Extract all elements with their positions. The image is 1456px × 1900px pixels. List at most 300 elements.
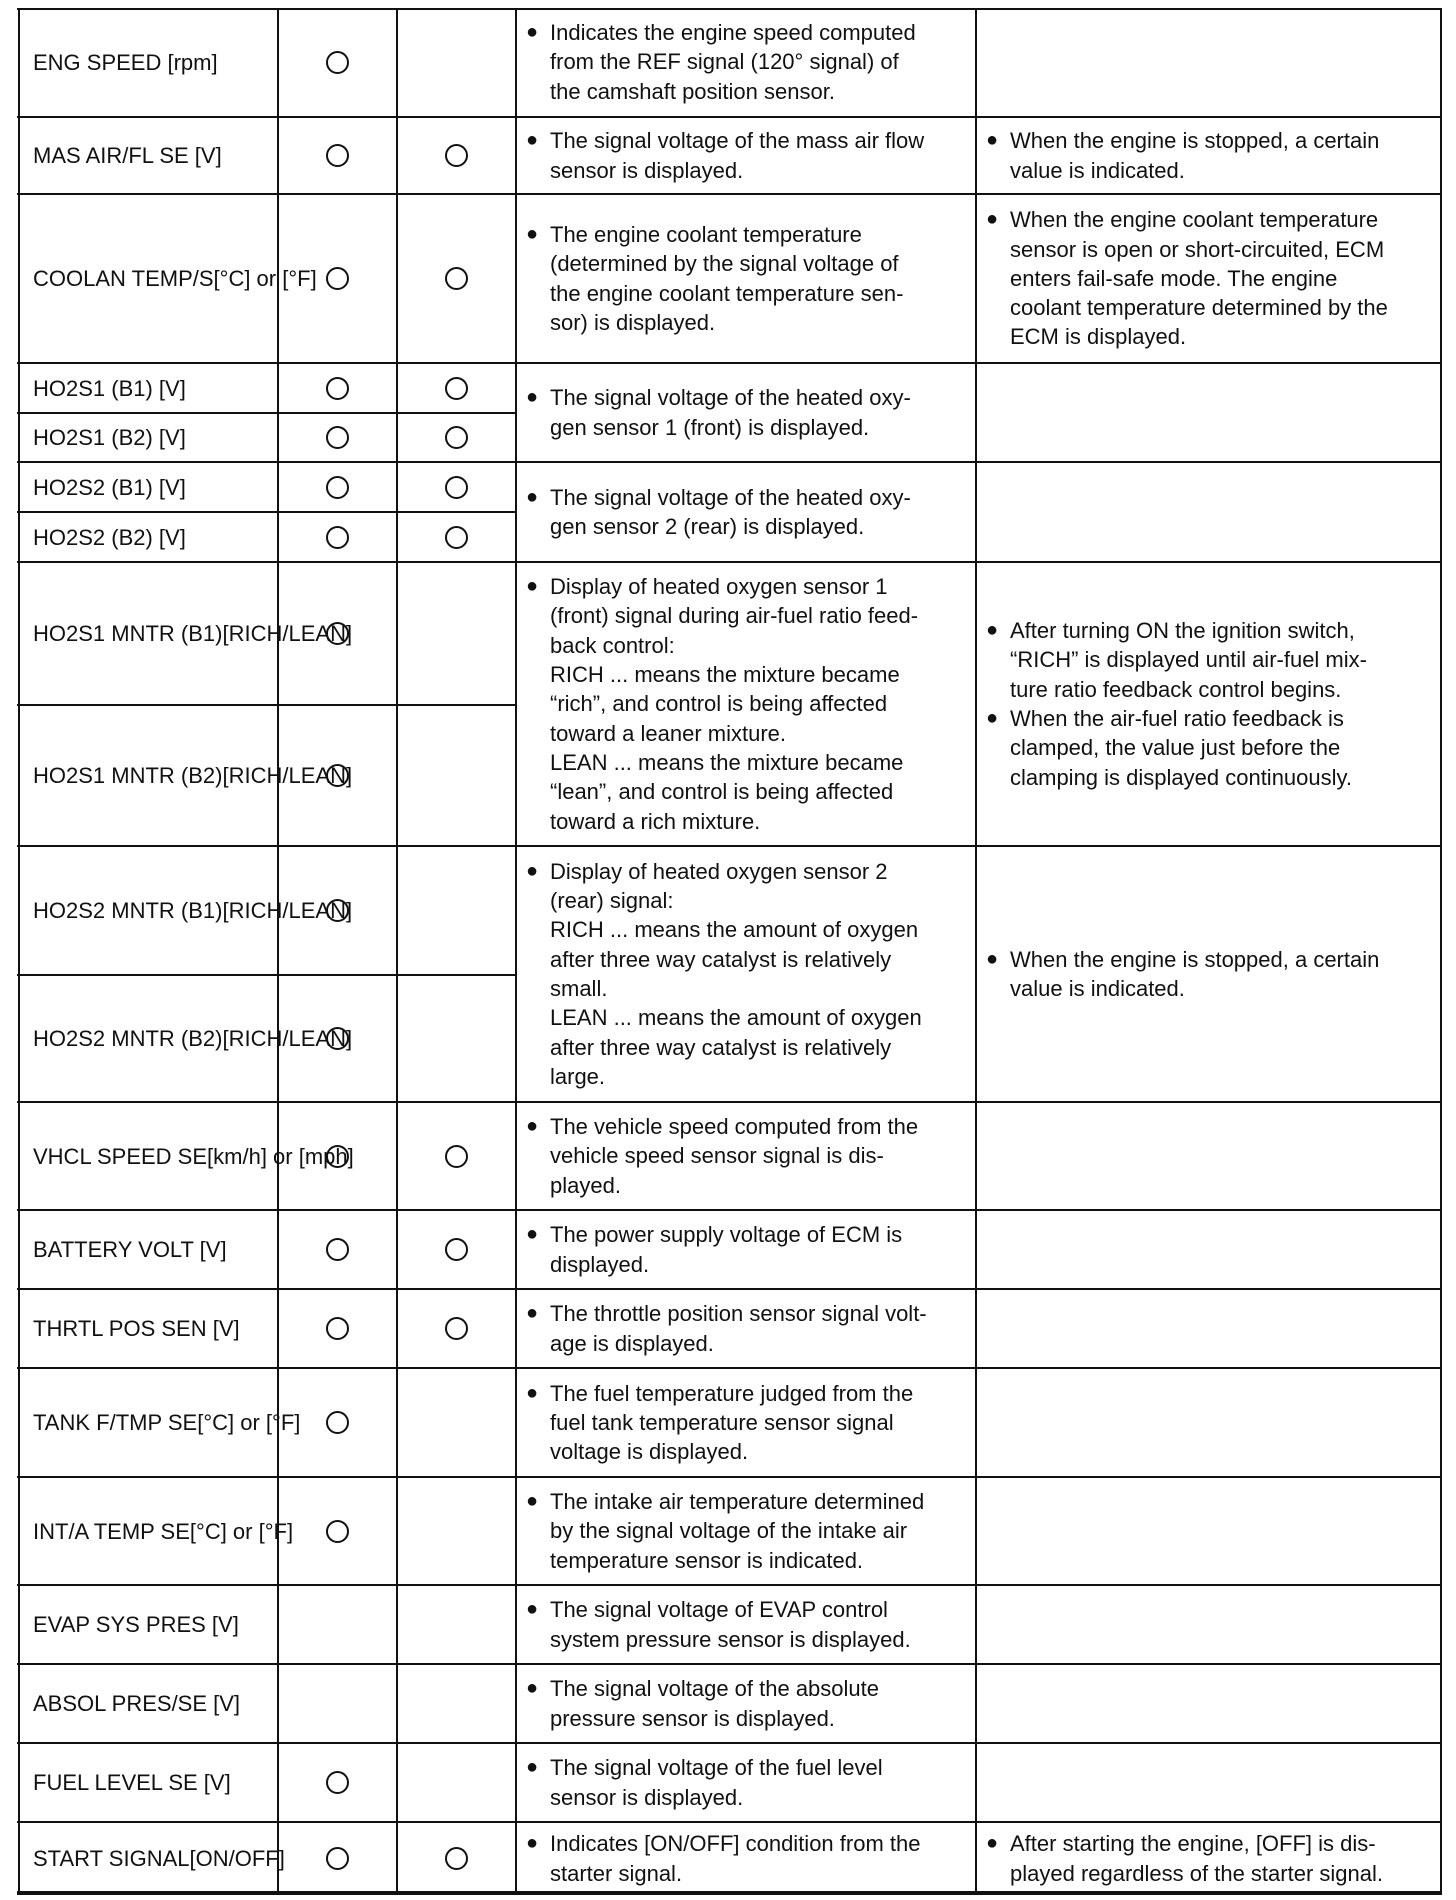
bullet-dot-icon: ● bbox=[986, 208, 999, 231]
row-divider bbox=[17, 1209, 1442, 1211]
remarks-cell bbox=[976, 1822, 1442, 1895]
main-signal-circle-icon bbox=[326, 764, 349, 787]
bullet-dot-icon: ● bbox=[986, 947, 999, 970]
bullet-dot-icon: ● bbox=[526, 1832, 539, 1855]
selection-circle-icon bbox=[445, 377, 468, 400]
description-line: pressure sensor is displayed. bbox=[550, 1705, 835, 1731]
main-signal-circle-icon bbox=[326, 899, 349, 922]
remarks-cell bbox=[976, 1743, 1442, 1822]
description-list bbox=[526, 1299, 970, 1358]
description-cell bbox=[516, 1102, 976, 1210]
selection-cell bbox=[397, 1743, 516, 1822]
remarks-cell bbox=[976, 1585, 1442, 1664]
item-name: [RICH/LEAN] bbox=[222, 763, 353, 788]
item-name-cell bbox=[17, 705, 353, 846]
item-name-cell bbox=[17, 117, 278, 194]
remarks-cell bbox=[976, 846, 1442, 1102]
remarks-cell bbox=[976, 1289, 1442, 1368]
item-name: HO2S2 MNTR (B2) bbox=[33, 1026, 223, 1051]
item-name: [km/h] or [mph] bbox=[207, 1143, 354, 1169]
description-line: The power supply voltage of ECM is bbox=[550, 1222, 903, 1248]
description-line: sensor is displayed. bbox=[550, 1784, 744, 1810]
item-name: [RICH/LEAN] bbox=[222, 621, 353, 646]
description-text bbox=[550, 1674, 970, 1733]
remarks-line: “RICH” is displayed until air-fuel mix- bbox=[1010, 647, 1367, 673]
description-cell bbox=[516, 1664, 976, 1743]
row-divider bbox=[17, 461, 1442, 463]
remarks-text bbox=[1010, 704, 1436, 792]
description-line: gen sensor 2 (rear) is displayed. bbox=[550, 514, 865, 539]
remarks-line: clamping is displayed continuously. bbox=[1010, 764, 1352, 790]
remarks-cell bbox=[976, 363, 1442, 462]
item-name-cell bbox=[17, 1368, 301, 1477]
remarks-cell bbox=[976, 1368, 1442, 1477]
item-name: [°C] or [°F] bbox=[189, 1518, 294, 1544]
description-bullet bbox=[526, 383, 970, 442]
description-list bbox=[526, 1379, 970, 1467]
main-signal-cell bbox=[278, 363, 397, 413]
description-bullet bbox=[526, 1379, 970, 1467]
monitor-item-table bbox=[17, 7, 1442, 1895]
bullet-dot-icon: ● bbox=[526, 1381, 539, 1404]
main-signal-circle-icon bbox=[326, 1145, 349, 1168]
item-name: MAS AIR/FL SE [V] bbox=[33, 143, 222, 168]
main-signal-circle-icon bbox=[326, 426, 349, 449]
item-name-cell bbox=[17, 1210, 278, 1289]
main-signal-circle-icon bbox=[326, 267, 349, 290]
item-name: THRTL POS SEN [V] bbox=[33, 1316, 240, 1341]
row-divider bbox=[17, 1663, 1442, 1665]
main-signal-cell bbox=[278, 1368, 397, 1477]
remarks-line: value is indicated. bbox=[1010, 976, 1185, 1001]
selection-circle-icon bbox=[445, 1317, 468, 1340]
main-signal-circle-icon bbox=[326, 476, 349, 499]
row-divider bbox=[17, 1891, 1442, 1895]
main-signal-cell bbox=[278, 562, 397, 705]
description-line: after three way catalyst is relatively bbox=[550, 1034, 892, 1060]
item-name: [°C] or [°F] bbox=[213, 266, 317, 291]
description-line: Display of heated oxygen sensor 2 bbox=[550, 858, 888, 884]
remarks-line: After starting the engine, [OFF] is dis- bbox=[1010, 1831, 1376, 1857]
item-name: BATTERY VOLT [V] bbox=[33, 1237, 227, 1262]
remarks-line: When the engine coolant temperature bbox=[1010, 207, 1379, 233]
description-line: fuel tank temperature sensor signal bbox=[550, 1409, 894, 1435]
item-name: [ON/OFF] bbox=[189, 1846, 285, 1871]
remarks-bullet bbox=[986, 616, 1436, 704]
column-divider bbox=[18, 8, 20, 1894]
item-name: [°C] or [°F] bbox=[197, 1410, 301, 1435]
item-name-cell bbox=[17, 1664, 278, 1743]
item-name-cell bbox=[17, 462, 278, 512]
description-line: Indicates the engine speed computed bbox=[550, 20, 916, 46]
row-divider bbox=[17, 1288, 1442, 1290]
row-divider bbox=[17, 1476, 1442, 1478]
description-list bbox=[526, 572, 970, 836]
description-line: toward a leaner mixture. bbox=[550, 720, 786, 746]
description-line: (determined by the signal voltage of bbox=[550, 251, 899, 277]
selection-cell bbox=[397, 363, 516, 413]
row-divider bbox=[17, 845, 1442, 847]
description-cell bbox=[516, 462, 976, 562]
description-line: by the signal voltage of the intake air bbox=[550, 1518, 908, 1544]
main-signal-cell bbox=[278, 1210, 397, 1289]
selection-circle-icon bbox=[445, 426, 468, 449]
description-cell bbox=[516, 562, 976, 846]
bullet-dot-icon: ● bbox=[526, 1115, 539, 1138]
item-name: HO2S2 (B1) [V] bbox=[33, 474, 186, 500]
main-signal-circle-icon bbox=[326, 526, 349, 549]
remarks-text bbox=[1010, 1829, 1436, 1888]
description-line: back control: bbox=[550, 632, 675, 658]
remarks-cell bbox=[976, 194, 1442, 363]
description-line: The throttle position sensor signal volt- bbox=[550, 1301, 927, 1327]
description-cell bbox=[516, 1477, 976, 1585]
main-signal-circle-icon bbox=[326, 1847, 349, 1870]
remarks-line: After turning ON the ignition switch, bbox=[1010, 618, 1355, 644]
selection-circle-icon bbox=[445, 1145, 468, 1168]
main-signal-circle-icon bbox=[326, 1520, 349, 1543]
main-signal-cell bbox=[278, 1822, 397, 1895]
bullet-dot-icon: ● bbox=[526, 222, 539, 245]
bullet-dot-icon: ● bbox=[526, 1223, 539, 1246]
main-signal-cell bbox=[278, 705, 397, 846]
description-line: large. bbox=[550, 1063, 606, 1089]
description-list bbox=[526, 383, 970, 442]
item-name-cell bbox=[17, 363, 278, 413]
selection-cell bbox=[397, 1289, 516, 1368]
description-cell bbox=[516, 7, 976, 117]
remarks-text bbox=[1010, 616, 1436, 704]
description-line: sor) is displayed. bbox=[550, 309, 716, 335]
item-name: HO2S2 MNTR (B1) bbox=[33, 898, 223, 923]
remarks-line: When the air-fuel ratio feedback is bbox=[1010, 706, 1344, 731]
description-bullet bbox=[526, 483, 970, 542]
description-line: played. bbox=[550, 1172, 621, 1198]
row-divider bbox=[17, 974, 516, 976]
row-divider bbox=[17, 1742, 1442, 1744]
row-divider bbox=[17, 193, 1442, 195]
description-line: “lean”, and control is being affected bbox=[550, 779, 894, 805]
remarks-list bbox=[986, 205, 1436, 351]
item-name: HO2S1 MNTR (B1) bbox=[33, 621, 223, 646]
description-bullet bbox=[526, 18, 970, 106]
description-text bbox=[550, 857, 970, 1091]
column-divider bbox=[1440, 8, 1442, 1894]
description-cell bbox=[516, 1743, 976, 1822]
remarks-bullet bbox=[986, 704, 1436, 792]
selection-cell bbox=[397, 117, 516, 194]
row-divider bbox=[17, 511, 516, 513]
item-name: HO2S1 MNTR (B2) bbox=[33, 763, 223, 788]
row-divider bbox=[17, 1367, 1442, 1369]
description-line: the engine coolant temperature sen- bbox=[550, 280, 904, 306]
description-text bbox=[550, 1487, 970, 1575]
description-line: Indicates [ON/OFF] condition from the bbox=[550, 1831, 921, 1857]
selection-circle-icon bbox=[445, 1847, 468, 1870]
item-name: [RICH/LEAN] bbox=[222, 1026, 353, 1051]
description-list bbox=[526, 126, 970, 185]
description-text bbox=[550, 572, 970, 836]
column-divider bbox=[975, 8, 977, 1894]
remarks-line: When the engine is stopped, a certain bbox=[1010, 946, 1380, 972]
description-list bbox=[526, 220, 970, 337]
description-cell bbox=[516, 117, 976, 194]
item-name: HO2S1 (B1) [V] bbox=[33, 375, 186, 401]
row-divider bbox=[17, 116, 1442, 118]
row-divider bbox=[17, 362, 1442, 364]
description-line: temperature sensor is indicated. bbox=[550, 1547, 864, 1573]
row-divider bbox=[17, 8, 1442, 10]
remarks-bullet bbox=[986, 1829, 1436, 1888]
description-cell bbox=[516, 1822, 976, 1895]
description-text bbox=[550, 1299, 970, 1358]
description-cell bbox=[516, 1210, 976, 1289]
main-signal-circle-icon bbox=[326, 1238, 349, 1261]
remarks-cell bbox=[976, 562, 1442, 846]
item-name-cell bbox=[17, 413, 278, 462]
item-name-cell bbox=[17, 512, 278, 562]
description-list bbox=[526, 1487, 970, 1575]
item-name-cell bbox=[17, 1822, 285, 1895]
description-text bbox=[550, 1379, 970, 1467]
description-line: vehicle speed sensor signal is dis- bbox=[550, 1143, 884, 1169]
description-bullet bbox=[526, 1112, 970, 1200]
description-line: (rear) signal: bbox=[550, 888, 674, 914]
description-cell bbox=[516, 194, 976, 363]
selection-cell bbox=[397, 7, 516, 117]
remarks-line: ECM is displayed. bbox=[1010, 324, 1187, 350]
main-signal-cell bbox=[278, 975, 397, 1102]
selection-circle-icon bbox=[445, 526, 468, 549]
description-bullet bbox=[526, 126, 970, 185]
item-name-cell bbox=[17, 1477, 294, 1585]
main-signal-cell bbox=[278, 7, 397, 117]
remarks-line: coolant temperature determined by the bbox=[1010, 295, 1388, 321]
remarks-cell bbox=[976, 117, 1442, 194]
item-name-cell bbox=[17, 975, 353, 1102]
main-signal-cell bbox=[278, 1289, 397, 1368]
remarks-bullet bbox=[986, 205, 1436, 351]
item-name-cell bbox=[17, 846, 353, 975]
description-list bbox=[526, 1595, 970, 1654]
selection-cell bbox=[397, 705, 516, 846]
description-bullet bbox=[526, 220, 970, 337]
remarks-list bbox=[986, 945, 1436, 1004]
remarks-line: sensor is open or short-circuited, ECM bbox=[1010, 236, 1385, 262]
description-line: (front) signal during air-fuel ratio feed- bbox=[550, 603, 919, 629]
selection-circle-icon bbox=[445, 144, 468, 167]
description-list bbox=[526, 18, 970, 106]
selection-cell bbox=[397, 846, 516, 975]
remarks-line: ture ratio feedback control begins. bbox=[1010, 676, 1342, 702]
description-line: The signal voltage of the heated oxy- bbox=[550, 484, 911, 510]
description-list bbox=[526, 1220, 970, 1279]
bullet-dot-icon: ● bbox=[986, 619, 999, 642]
description-text bbox=[550, 220, 970, 337]
main-signal-cell bbox=[278, 1477, 397, 1585]
description-cell bbox=[516, 846, 976, 1102]
item-name-cell bbox=[17, 1102, 354, 1210]
description-line: voltage is displayed. bbox=[550, 1439, 749, 1465]
remarks-line: value is indicated. bbox=[1010, 157, 1185, 183]
row-divider bbox=[17, 1101, 1442, 1103]
item-name-cell bbox=[17, 1743, 278, 1822]
description-line: The signal voltage of EVAP control bbox=[550, 1597, 888, 1623]
column-divider bbox=[396, 8, 398, 1894]
remarks-list bbox=[986, 126, 1436, 185]
description-line: age is displayed. bbox=[550, 1330, 714, 1356]
item-name: ENG SPEED [rpm] bbox=[33, 49, 218, 75]
description-line: The vehicle speed computed from the bbox=[550, 1114, 919, 1140]
main-signal-circle-icon bbox=[326, 144, 349, 167]
main-signal-cell bbox=[278, 1664, 397, 1743]
remarks-line: enters fail-safe mode. The engine bbox=[1010, 265, 1338, 291]
item-name: VHCL SPEED SE bbox=[33, 1143, 208, 1169]
main-signal-circle-icon bbox=[326, 622, 349, 645]
main-signal-cell bbox=[278, 462, 397, 512]
bullet-dot-icon: ● bbox=[986, 707, 999, 729]
item-name-cell bbox=[17, 1289, 278, 1368]
description-text bbox=[550, 1595, 970, 1654]
description-text bbox=[550, 18, 970, 106]
selection-circle-icon bbox=[445, 1238, 468, 1261]
main-signal-cell bbox=[278, 846, 397, 975]
description-line: “rich”, and control is being affected bbox=[550, 691, 888, 717]
remarks-text bbox=[1010, 126, 1436, 185]
selection-cell bbox=[397, 1822, 516, 1895]
description-cell bbox=[516, 1289, 976, 1368]
bullet-dot-icon: ● bbox=[526, 859, 539, 882]
bullet-dot-icon: ● bbox=[526, 485, 539, 508]
description-list bbox=[526, 1674, 970, 1733]
selection-cell bbox=[397, 1664, 516, 1743]
remarks-bullet bbox=[986, 126, 1436, 185]
description-text bbox=[550, 383, 970, 442]
selection-circle-icon bbox=[445, 476, 468, 499]
remarks-cell bbox=[976, 7, 1442, 117]
selection-cell bbox=[397, 1102, 516, 1210]
main-signal-cell bbox=[278, 1585, 397, 1664]
description-bullet bbox=[526, 1299, 970, 1358]
bullet-dot-icon: ● bbox=[526, 1756, 539, 1779]
selection-cell bbox=[397, 462, 516, 512]
description-line: The fuel temperature judged from the bbox=[550, 1380, 914, 1406]
bullet-dot-icon: ● bbox=[526, 1598, 539, 1621]
selection-cell bbox=[397, 1368, 516, 1477]
selection-cell bbox=[397, 1210, 516, 1289]
description-line: The signal voltage of the mass air flow bbox=[550, 128, 925, 154]
remarks-bullet bbox=[986, 945, 1436, 1004]
description-bullet bbox=[526, 1829, 970, 1888]
description-line: system pressure sensor is displayed. bbox=[550, 1626, 911, 1652]
item-name-cell bbox=[17, 1585, 278, 1664]
selection-cell bbox=[397, 512, 516, 562]
description-line: the camshaft position sensor. bbox=[550, 78, 835, 104]
description-list bbox=[526, 857, 970, 1091]
description-bullet bbox=[526, 1674, 970, 1733]
remarks-line: played regardless of the starter signal. bbox=[1010, 1860, 1383, 1886]
item-name: [RICH/LEAN] bbox=[222, 898, 353, 923]
item-name: START SIGNAL bbox=[33, 1846, 190, 1871]
description-list bbox=[526, 483, 970, 542]
remarks-cell bbox=[976, 1477, 1442, 1585]
selection-cell bbox=[397, 1585, 516, 1664]
main-signal-cell bbox=[278, 194, 397, 363]
description-line: gen sensor 1 (front) is displayed. bbox=[550, 414, 870, 440]
description-line: Display of heated oxygen sensor 1 bbox=[550, 574, 888, 600]
description-text bbox=[550, 1829, 970, 1888]
description-bullet bbox=[526, 1753, 970, 1812]
bullet-dot-icon: ● bbox=[526, 129, 539, 152]
selection-cell bbox=[397, 194, 516, 363]
remarks-cell bbox=[976, 1102, 1442, 1210]
bullet-dot-icon: ● bbox=[526, 21, 539, 44]
item-name-cell bbox=[17, 194, 317, 363]
description-line: The engine coolant temperature bbox=[550, 221, 862, 247]
description-bullet bbox=[526, 1220, 970, 1279]
description-list bbox=[526, 1753, 970, 1812]
item-name: ABSOL PRES/SE [V] bbox=[33, 1691, 241, 1716]
main-signal-circle-icon bbox=[326, 1771, 349, 1794]
remarks-cell bbox=[976, 1664, 1442, 1743]
main-signal-cell bbox=[278, 512, 397, 562]
description-line: small. bbox=[550, 976, 608, 1001]
description-line: from the REF signal (120° signal) of bbox=[550, 49, 899, 75]
description-text bbox=[550, 126, 970, 185]
description-cell bbox=[516, 1368, 976, 1477]
selection-cell bbox=[397, 975, 516, 1102]
remarks-text bbox=[1010, 205, 1436, 351]
description-line: RICH ... means the amount of oxygen bbox=[550, 917, 919, 943]
description-line: The signal voltage of the heated oxy- bbox=[550, 385, 911, 411]
item-name: HO2S2 (B2) [V] bbox=[33, 524, 186, 550]
bullet-dot-icon: ● bbox=[526, 575, 539, 598]
bullet-dot-icon: ● bbox=[986, 129, 999, 152]
remarks-line: clamped, the value just before the bbox=[1010, 735, 1341, 761]
main-signal-cell bbox=[278, 1743, 397, 1822]
selection-cell bbox=[397, 562, 516, 705]
main-signal-circle-icon bbox=[326, 51, 349, 74]
remarks-cell bbox=[976, 1210, 1442, 1289]
row-divider bbox=[17, 1821, 1442, 1823]
selection-cell bbox=[397, 1477, 516, 1585]
main-signal-circle-icon bbox=[326, 377, 349, 400]
item-name: EVAP SYS PRES [V] bbox=[33, 1612, 239, 1637]
item-name: HO2S1 (B2) [V] bbox=[33, 425, 186, 450]
description-line: sensor is displayed. bbox=[550, 157, 744, 183]
row-divider bbox=[17, 1584, 1442, 1586]
description-line: starter signal. bbox=[550, 1860, 683, 1886]
description-line: The intake air temperature determined bbox=[550, 1489, 925, 1515]
bullet-dot-icon: ● bbox=[526, 386, 539, 409]
description-line: after three way catalyst is relatively bbox=[550, 946, 892, 972]
remarks-text bbox=[1010, 945, 1436, 1004]
remarks-list bbox=[986, 1829, 1436, 1888]
description-bullet bbox=[526, 857, 970, 1091]
column-divider bbox=[277, 8, 279, 1894]
main-signal-cell bbox=[278, 1102, 397, 1210]
row-divider bbox=[17, 704, 516, 706]
item-name-cell bbox=[17, 562, 353, 705]
item-name: FUEL LEVEL SE [V] bbox=[33, 1770, 231, 1795]
description-line: The signal voltage of the absolute bbox=[550, 1676, 880, 1702]
description-text bbox=[550, 1753, 970, 1812]
description-bullet bbox=[526, 1487, 970, 1575]
description-cell bbox=[516, 1585, 976, 1664]
bullet-dot-icon: ● bbox=[526, 1677, 539, 1700]
main-signal-cell bbox=[278, 117, 397, 194]
main-signal-circle-icon bbox=[326, 1027, 349, 1050]
